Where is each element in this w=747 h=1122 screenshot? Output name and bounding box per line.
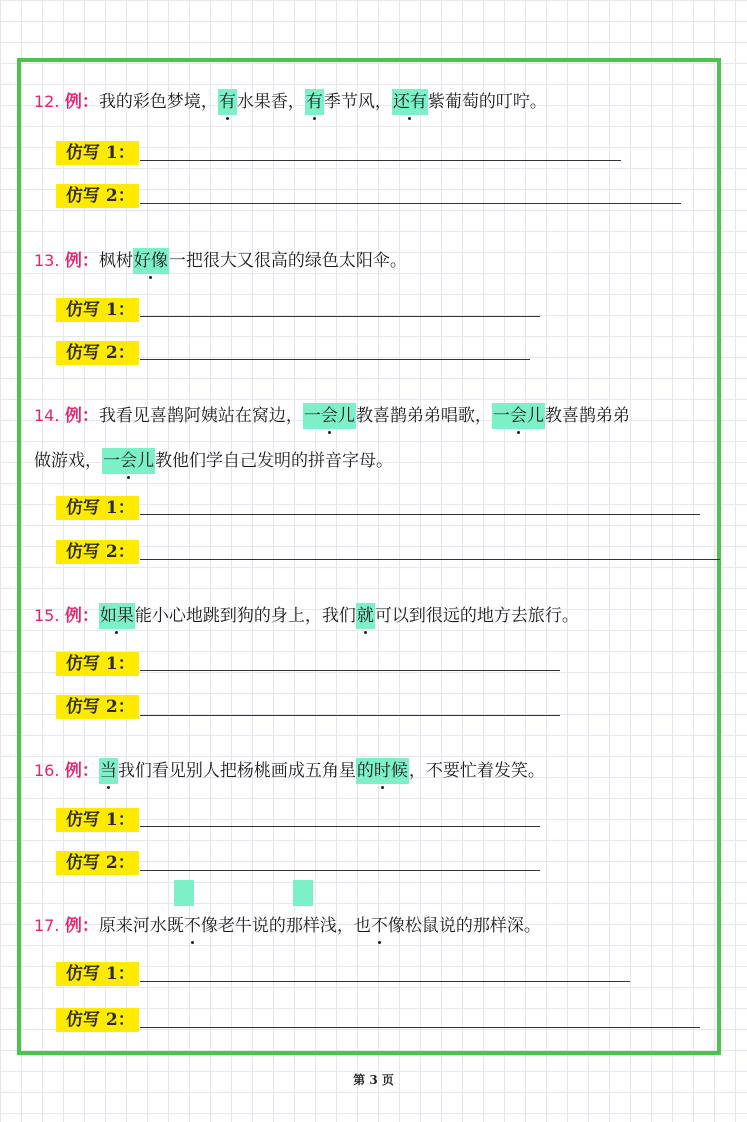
- example-label: 例：: [64, 761, 99, 781]
- answer-line[interactable]: [140, 203, 681, 204]
- highlight-mark: [293, 880, 313, 906]
- example-label: 例：: [64, 406, 99, 426]
- item-number: 13.: [34, 251, 60, 270]
- example-14-line-2: 做游戏，一会儿教他们学自己发明的拼音字母。: [34, 448, 393, 474]
- item-number: 15.: [34, 606, 60, 625]
- answer-line[interactable]: [140, 316, 540, 317]
- answer-line[interactable]: [140, 870, 540, 871]
- example-14: 14. 例：我看见喜鹊阿姨站在窝边，一会儿教喜鹊弟弟唱歌，一会儿教喜鹊弟弟: [34, 403, 630, 429]
- answer-line[interactable]: [140, 826, 540, 827]
- imitate-label-2: 仿写 2：: [56, 851, 139, 875]
- example-label: 例：: [64, 251, 99, 271]
- answer-line[interactable]: [140, 1027, 700, 1028]
- imitate-label-1: 仿写 1：: [56, 298, 139, 322]
- item-number: 12.: [34, 92, 60, 111]
- answer-line[interactable]: [140, 359, 530, 360]
- keyword-highlight: 一会儿: [492, 403, 545, 429]
- keyword-highlight: 一会儿: [303, 403, 356, 429]
- example-label: 例：: [64, 92, 99, 112]
- imitate-label-1: 仿写 1：: [56, 962, 139, 986]
- imitate-label-1: 仿写 1：: [56, 652, 139, 676]
- imitate-label-1: 仿写 1：: [56, 141, 139, 165]
- item-number: 14.: [34, 406, 60, 425]
- answer-line[interactable]: [140, 981, 630, 982]
- keyword-highlight: 有: [305, 89, 324, 115]
- example-label: 例：: [64, 916, 99, 936]
- example-13: 13. 例：枫树好像一把很大又很高的绿色太阳伞。: [34, 248, 407, 274]
- imitate-label-2: 仿写 2：: [56, 695, 139, 719]
- item-number: 16.: [34, 761, 60, 780]
- keyword-dotted: 既不像: [167, 913, 218, 939]
- imitate-label-1: 仿写 1：: [56, 496, 139, 520]
- imitate-label-2: 仿写 2：: [56, 540, 139, 564]
- answer-line[interactable]: [140, 514, 700, 515]
- keyword-highlight: 的时候: [356, 758, 409, 784]
- item-number: 17.: [34, 916, 60, 935]
- imitate-label-2: 仿写 2：: [56, 1008, 139, 1032]
- keyword-highlight: 如果: [99, 603, 135, 629]
- answer-line[interactable]: [140, 715, 560, 716]
- keyword-highlight: 还有: [392, 89, 428, 115]
- keyword-highlight: 一会儿: [102, 448, 155, 474]
- answer-line[interactable]: [140, 559, 720, 560]
- keyword-highlight: 当: [99, 758, 118, 784]
- imitate-label-2: 仿写 2：: [56, 341, 139, 365]
- keyword-highlight: 好像: [133, 248, 169, 274]
- keyword-highlight: 就: [356, 603, 375, 629]
- answer-line[interactable]: [140, 160, 621, 161]
- example-16: 16. 例：当我们看见别人把杨桃画成五角星的时候，不要忙着发笑。: [34, 758, 545, 784]
- answer-line[interactable]: [140, 670, 560, 671]
- imitate-label-1: 仿写 1：: [56, 808, 139, 832]
- example-15: 15. 例：如果能小心地跳到狗的身上，我们就可以到很远的地方去旅行。: [34, 603, 579, 629]
- imitate-label-2: 仿写 2：: [56, 184, 139, 208]
- keyword-highlight: 有: [218, 89, 237, 115]
- example-12: 12. 例：我的彩色梦境，有水果香，有季节风，还有紫葡萄的叮咛。: [34, 89, 547, 115]
- keyword-dotted: 也不像: [354, 913, 405, 939]
- highlight-mark: [174, 880, 194, 906]
- example-label: 例：: [64, 606, 99, 626]
- example-17: 17. 例：原来河水既不像老牛说的那样浅，也不像松鼠说的那样深。: [34, 913, 541, 939]
- page-number: 第 3 页: [353, 1073, 394, 1087]
